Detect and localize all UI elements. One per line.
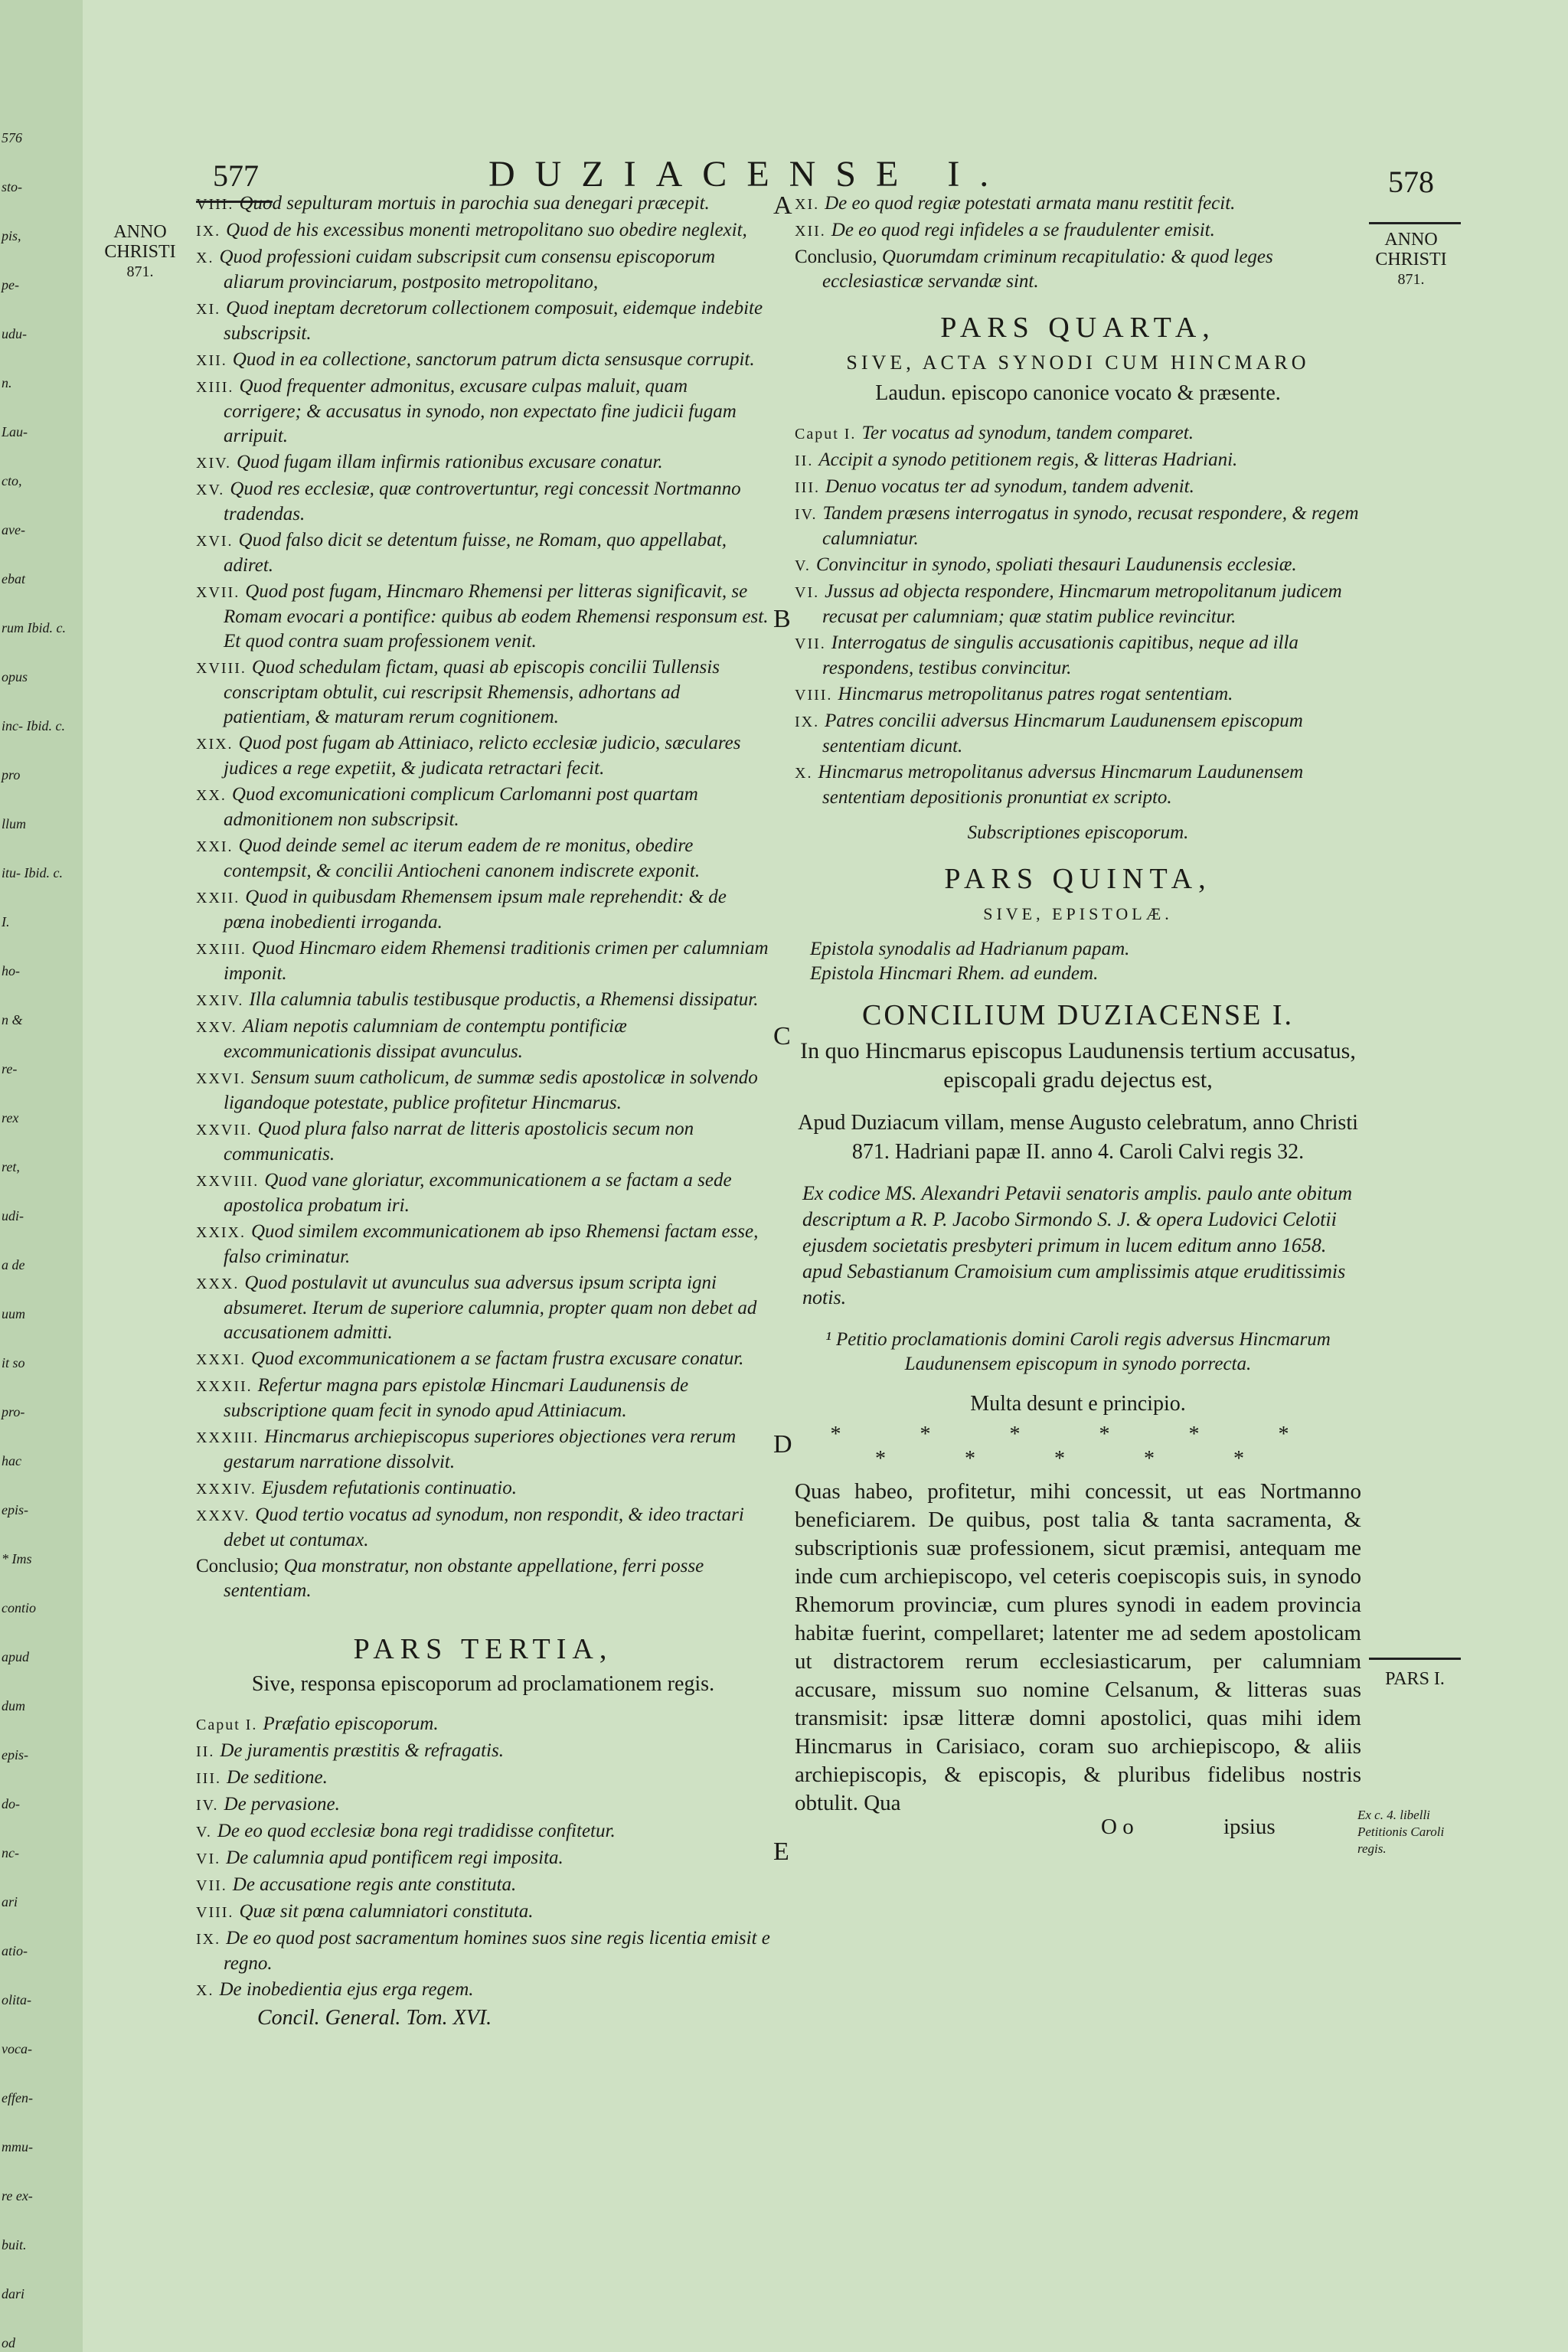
chapter-text: Ejusdem refutationis continuatio. [261,1478,517,1498]
chapter-entry [196,782,770,832]
margin-year-right [1369,230,1453,289]
catchword-line [795,1815,1361,1839]
chapter-entry [795,421,1361,446]
chapter-text: De inobedientia ejus erga regem. [219,1979,474,2000]
chapter-number: XXI. [196,838,239,855]
gutter-fragment: inc- Ibid. c. [2,718,65,733]
book-page [83,0,1568,2352]
chapter-text: Quod in ea collectione, sanctorum patrum dicta sensusque corrupit. [232,349,755,370]
chapter-entry [795,218,1361,243]
christi-label: CHRISTI [104,242,176,262]
chapter-entry [196,1819,770,1844]
margin-pars-label: PARS I. [1385,1669,1445,1689]
chapter-text: De accusatione regis ante constituta. [232,1874,517,1895]
signature-mark: O o [1101,1815,1134,1839]
gutter-fragment: atio- [2,1943,28,1958]
chapter-entry [795,448,1361,473]
chapter-number: V. [795,557,816,574]
gutter-fragment: olita- [2,1992,31,2007]
gutter-fragment: pro- [2,1404,25,1419]
gutter-fragment: dum [2,1698,25,1713]
gutter-fragment: buit. [2,2237,27,2252]
lacuna-stars: * * * * * * * * * * * [830,1423,1326,1471]
subscriptiones: Subscriptiones episcoporum. [967,822,1189,843]
chapter-entry [196,528,770,578]
chapter-text: Quod ineptam decretorum collectionem composuit, eidemque indebite subscripsit. [224,298,763,344]
signature-footer: Concil. General. Tom. XVI. [257,2006,492,2030]
chapter-entry [196,1271,770,1345]
chapter-number: XXVI. [196,1070,251,1087]
header-rule-right [1369,222,1461,224]
chapter-entry [196,218,770,243]
chapter-number: XI. [196,301,227,318]
pars-quinta-heading: PARS QUINTA, [944,863,1212,895]
chapter-text: De eo quod ecclesiæ bona regi tradidisse confitetur. [217,1821,616,1841]
chapter-number: X. [795,765,818,782]
chapter-text: Quod schedulam fictam, quasi ab episcopis concilii Tullensis conscriptam obtulit, cui rescripsit Rhemensis, adhortans ad patientiam, & maturam rerum cognitionem. [224,657,720,727]
chapter-text: Convincitur in synodo, spoliati thesauri Laudunensis ecclesiæ. [815,554,1297,575]
chapter-text: Quod excomunicationi complicum Carlomanni post quartam admonitionem non subscripsit. [224,784,698,830]
chapter-text: Quod plura falso narrat de litteris apostolicis secum non communicatis. [224,1119,694,1165]
gutter-fragment: ari [2,1894,18,1909]
gutter-fragment: ave- [2,522,25,537]
gutter-fragment: llum [2,816,27,831]
chapter-number: XVII. [196,584,246,601]
gutter-fragment: ret, [2,1159,20,1174]
chapter-number: II. [196,1743,220,1760]
chapter-number: XXXIV. [196,1481,262,1498]
chapter-entry [196,655,770,730]
chapter-number: IX. [196,223,227,240]
gutter-fragment: epis- [2,1502,28,1517]
chapter-entry [196,731,770,781]
chapter-text: Jussus ad objecta respondere, Hincmarum metropolitanum judicem recusat per calumniam; quæ statim publice revincitur. [822,581,1342,627]
year-label: 871. [1397,271,1425,288]
chapter-text: Quod fugam illam infirmis rationibus excusare conatur. [236,452,663,472]
chapter-number: XVIII. [196,660,252,677]
chapter-text: Quod in quibusdam Rhemensem ipsum male reprehendit: & de pœna inobedienti irroganda. [224,887,727,933]
chapter-number: VII. [196,1877,233,1894]
chapter-number: XXV. [196,1019,243,1036]
chapter-text: Quod post fugam, Hincmaro Rhemensi per litteras significavit, se Romam evocari a pontifice: quibus ab eodem Rhemensi responsum est. Et quod contra suam professionem venit. [224,581,769,652]
chapter-text: Quod professioni cuidam subscripsit cum consensu episcoporum aliarum provinciarum, postposito metropolitano, [219,247,716,292]
chapter-text: De eo quod post sacramentum homines suos sine regis licentia emisit e regno. [224,1928,770,1974]
chapter-text: Patres concilii adversus Hincmarum Laudunensem episcopum sententiam dicunt. [822,710,1303,756]
chapter-entry [196,1168,770,1218]
chapter-number: XI. [795,196,825,213]
margin-source-note: Ex c. 4. libelli Petitionis Caroli regis. [1357,1808,1445,1856]
conclusio-text: Quorumdam criminum recapitulatio: & quod leges ecclesiasticæ servandæ sint. [822,247,1273,292]
chapter-entry [196,1014,770,1064]
anno-label: ANNO [113,222,167,242]
epistola-entry: Epistola Hincmari Rhem. ad eundem. [810,963,1099,984]
chapter-text: Quod similem excommunicationem ab ipso Rhemensi factam esse, falso criminatur. [224,1221,759,1267]
concilium-subtitle: In quo Hincmarus episcopus Laudunensis tertium accusatus, episcopali gradu dejectus est, [800,1038,1356,1093]
chapter-text: Accipit a synodo petitionem regis, & litteras Hadriani. [818,449,1238,470]
chapter-text: Ter vocatus ad synodum, tandem comparet. [861,423,1194,443]
gutter-fragment: ebat [2,571,25,586]
chapter-number: X. [196,1982,220,1999]
chapter-entry [196,191,770,217]
source-codex: Ex codice MS. Alexandri Petavii senatoris amplis. paulo ante obitum descriptum a R. P. Jacobo Sirmondo S. J. & opera Ludovici Celotii ejusdem societatis presbyteri primum in lucem editum anno 1658. apud Sebastianum Cramoisium cum amplissimis atque eruditissimis notis. [802,1182,1353,1308]
pars-quarta-sub2: Laudun. episcopo canonice vocato & præsente. [875,381,1281,405]
chapter-number: XXXIII. [196,1429,265,1446]
gutter-fragment: Lau- [2,424,28,439]
chapter-entry [196,1117,770,1167]
chapter-list-continued [795,191,1361,243]
chapter-entry [196,1425,770,1475]
chapter-number: XXX. [196,1276,245,1292]
chapter-number: XXVIII. [196,1173,265,1190]
petitio-heading: ¹ Petitio proclamationis domini Caroli regis adversus Hincmarum Laudunensem episcopum in synodo porrecta. [825,1329,1331,1374]
chapter-text: De calumnia apud pontificem regi imposita. [226,1847,564,1868]
section-letter-b: B [773,605,791,633]
gutter-fragment: rex [2,1110,19,1125]
gutter-fragment: uum [2,1306,25,1321]
chapter-text: Hincmarus archiepiscopus superiores objectiones vera rerum gestarum narratione dissolvit. [224,1426,737,1472]
pars-quarta-heading: PARS QUARTA, [940,312,1216,344]
chapter-number: XXVII. [196,1122,258,1138]
chapter-text: Quod vane gloriatur, excommunicationem a se factam a sede apostolica probatum iri. [224,1170,732,1216]
chapter-text: Quod sepulturam mortuis in parochia sua denegari præcepit. [239,193,710,214]
chapter-number: III. [795,479,825,496]
chapter-text: Quod res ecclesiæ, quæ controvertuntur, regi concessit Nortmanno tradendas. [224,479,741,524]
chapter-entry [196,1220,770,1269]
chapter-number: VII. [795,635,831,652]
conclusio-text: Qua monstratur, non obstante appellatione, ferri posse sententiam. [224,1556,704,1601]
gutter-fragment: mmu- [2,2139,33,2154]
margin-year-left [98,222,182,282]
chapter-entry [795,631,1361,681]
conclusio [795,245,1361,294]
gutter-fragment: hac [2,1453,21,1468]
pars-quarta-list [795,421,1361,810]
gutter-fragment: sto- [2,179,22,194]
left-column [196,191,770,2030]
pars-tertia-list [196,1712,770,2003]
chapter-text: Quod deinde semel ac iterum eadem de re monitus, obedire contempsit, & concilii Antiocheni canonem indiscrete exponit. [224,835,701,881]
gutter-fragment: I. [2,914,10,929]
chapter-text: Quod post fugam ab Attiniaco, relicto ecclesiæ judicio, sæculares judices a rege expetiit, & judicata retractari fecit. [224,733,741,779]
chapter-number: XXXV. [196,1508,256,1524]
section-letter-a: A [773,191,792,220]
chapter-text: Illa calumnia tabulis testibusque productis, a Rhemensi dissipatur. [249,989,759,1010]
chapter-text: Hincmarus metropolitanus adversus Hincmarum Laudunensem sententiam depositionis pronuntiat ex scripto. [818,762,1304,808]
gutter-fragment: re ex- [2,2188,33,2203]
chapter-text: Aliam nepotis calumniam de contemptu pontificiæ excommunicationis dissipat avunculus. [224,1016,627,1062]
chapter-entry [795,709,1361,759]
gutter-fragment: rum Ibid. c. [2,620,66,635]
gutter-fragment: ho- [2,963,20,978]
chapter-text: Quæ sit pœna calumniatori constituta. [239,1901,534,1922]
chapter-text: Hincmarus metropolitanus patres rogat sententiam. [838,684,1233,704]
chapter-entry [196,1739,770,1764]
chapter-list [196,191,770,1553]
anno-label: ANNO [1384,230,1438,250]
chapter-entry [196,580,770,654]
chapter-number: VIII. [196,196,240,213]
chapter-number: Caput I. [795,426,862,443]
chapter-number: IV. [196,1797,224,1814]
gutter-fragment: pis, [2,228,21,243]
chapter-text: De eo quod regi infideles a se fraudulenter emisit. [831,220,1215,240]
multa-desunt: Multa desunt e principio. [970,1392,1186,1416]
chapter-entry [795,191,1361,217]
gutter-fragment: 576 [2,130,22,145]
chapter-number: IX. [196,1931,227,1948]
chapter-number: XXIV. [196,992,250,1009]
chapter-entry [196,1712,770,1737]
chapter-entry [795,580,1361,629]
chapter-text: De pervasione. [224,1794,340,1815]
chapter-text: Interrogatus de singulis accusationis capitibus, neque ad illa respondens, testibus convincitur. [822,632,1298,678]
gutter-fragment: opus [2,669,28,684]
chapter-text: De seditione. [226,1767,328,1788]
chapter-number: XII. [196,352,233,369]
chapter-entry [196,885,770,935]
chapter-number: XIII. [196,379,240,396]
chapter-number: XVI. [196,533,239,550]
chapter-entry [795,475,1361,500]
chapter-entry [196,450,770,475]
gutter-fragment: do- [2,1796,20,1811]
chapter-text: Quod tertio vocatus ad synodum, non respondit, & ideo tractari debet ut contumax. [224,1504,744,1550]
chapter-number: XIX. [196,736,239,753]
chapter-entry [196,834,770,884]
page-number-left: 577 [213,158,259,193]
chapter-text: De eo quod regiæ potestati armata manu restitit fecit. [825,193,1236,214]
chapter-number: III. [196,1770,227,1787]
pars-tertia-subtitle: Sive, responsa episcoporum ad proclamationem regis. [251,1672,715,1696]
catchword: ipsius [1223,1815,1276,1839]
chapter-number: XXIII. [196,941,252,958]
chapter-number: VI. [196,1851,227,1867]
chapter-entry [196,1978,770,2003]
chapter-number: VIII. [196,1904,240,1921]
chapter-text: Quod Hincmaro eidem Rhemensi traditionis crimen per calumniam imponit. [224,938,769,984]
chapter-text: Denuo vocatus ter ad synodum, tandem advenit. [825,476,1194,497]
chapter-number: X. [196,250,220,266]
chapter-number: XV. [196,482,230,498]
gutter-fragment: epis- [2,1747,28,1762]
gutter-fragment: itu- Ibid. c. [2,865,63,880]
chapter-text: Quod falso dicit se detentum fuisse, ne Romam, quo appellabat, adiret. [224,530,727,576]
chapter-entry [196,1873,770,1898]
chapter-entry [795,682,1361,707]
chapter-number: VI. [795,584,825,601]
chapter-entry [196,1846,770,1871]
gutter-fragment: pro [2,767,21,782]
concilium-title: CONCILIUM DUZIACENSE I. [861,999,1295,1031]
chapter-text: Præfatio episcoporum. [263,1713,439,1734]
chapter-entry [196,1066,770,1116]
body-text: Quas habeo, profitetur, mihi concessit, ut eas Nortmanno beneficiarem. De quibus, post talia & tanta sacramenta, & subscriptionis suæ professionem, sicut præmisi, antequam me inde cum archiepiscopo, vel ceteris coepiscopis suis, in synodo Rhemorum provinciæ, cum plures synodi in eadem provincia habitæ fuerint, compellaret; latenter me ad sedem apostolicam ut distractorem rerum ecclesiasticarum, per calumniam accusare, missum suo nomine Celsanum, & litteras suas transmisit: ipsæ litteræ domni apostolici, quas mihi idem Hincmarus in Carisiaco, coram suo archiepiscopo, & aliis archiepiscopis, & episcopis, & pluribus fidelibus nostris obtulit. Qua [795,1479,1361,1815]
chapter-number: XIV. [196,455,237,472]
chapter-number: XXII. [196,890,246,906]
facing-page-edge [0,0,84,2352]
concilium-date: Apud Duziacum villam, mense Augusto celebratum, anno Christi 871. Hadriani papæ II. anno 4. Caroli Calvi regis 32. [798,1111,1358,1164]
gutter-fragment: n. [2,375,12,390]
pars-rule [1369,1658,1461,1660]
chapter-entry [196,936,770,986]
gutter-fragment: it so [2,1355,25,1370]
chapter-text: Sensum suum catholicum, de summæ sedis apostolicæ in solvendo ligandoque potestate, publice profitetur Hincmarus. [224,1067,758,1113]
gutter-fragment: apud [2,1649,29,1664]
chapter-entry [795,501,1361,551]
chapter-text: Refertur magna pars epistolæ Hincmari Laudunensis de subscriptione quam fecit in synodo apud Attiniacum. [224,1375,689,1421]
gutter-fragment: effen- [2,2090,33,2105]
christi-label: CHRISTI [1375,250,1447,270]
chapter-number: II. [795,452,819,469]
chapter-entry [795,553,1361,578]
chapter-number: IV. [795,506,823,523]
chapter-entry [196,477,770,527]
chapter-text: Tandem præsens interrogatus in synodo, recusat respondere, & regem calumniatur. [822,503,1359,549]
page-number-right: 578 [1388,165,1434,199]
chapter-entry [196,1374,770,1423]
gutter-fragment: udu- [2,326,27,341]
chapter-entry [196,296,770,346]
chapter-number: XII. [795,223,831,240]
chapter-entry [196,988,770,1013]
chapter-entry [196,374,770,449]
section-letter-e: E [773,1838,789,1866]
chapter-entry [196,1476,770,1501]
gutter-fragment: cto, [2,473,22,488]
chapter-text: Quod de his excessibus monenti metropolitano suo obedire neglexit, [226,220,747,240]
chapter-number: IX. [795,714,825,730]
right-column [795,191,1361,1839]
gutter-fragment: * Ims [2,1551,32,1566]
chapter-number: XXXII. [196,1378,258,1395]
chapter-number: Caput I. [196,1717,263,1733]
pars-tertia-heading: PARS TERTIA, [353,1633,613,1665]
chapter-text: Quod frequenter admonitus, excusare culpas maluit, quam corrigere; & accusatus in synodo, non expectato fine judicii fugam arripuit. [224,376,737,446]
chapter-number: XX. [196,787,232,804]
chapter-number: VIII. [795,687,838,704]
chapter-entry [196,348,770,373]
gutter-fragment: dari [2,2286,25,2301]
conclusio-label: Conclusio, [795,247,877,267]
gutter-fragment: pe- [2,277,19,292]
running-title: DUZIACENSE I. [488,154,1009,194]
pars-quarta-sub: SIVE, ACTA SYNODI CUM HINCMARO [846,351,1310,374]
chapter-entry [196,1766,770,1791]
gutter-fragment: contio [2,1600,36,1615]
section-letter-d: D [773,1430,792,1459]
chapter-entry [196,1347,770,1372]
gutter-fragment: n & [2,1012,23,1027]
chapter-entry [196,1503,770,1553]
chapter-text: Quod excommunicationem a se factam frustra excusare conatur. [251,1348,744,1369]
conclusio [196,1554,770,1603]
gutter-fragment: voca- [2,2041,32,2056]
chapter-number: XXXI. [196,1351,251,1368]
chapter-entry [196,1926,770,1976]
gutter-fragment: re- [2,1061,18,1076]
chapter-entry [196,245,770,295]
chapter-text: Quod postulavit ut avunculus sua adversus ipsum scripta igni absumeret. Iterum de superiore calumnia, propter quam non debet ad accusationem admitti. [224,1272,757,1343]
chapter-entry [196,1792,770,1818]
pars-quinta-sub: SIVE, EPISTOLÆ. [983,904,1173,923]
chapter-entry [795,760,1361,810]
section-letter-c: C [773,1022,791,1050]
epistola-entry: Epistola synodalis ad Hadrianum papam. [810,939,1130,959]
chapter-number: V. [196,1824,217,1841]
chapter-number: XXIX. [196,1224,251,1241]
gutter-fragment: od [2,2335,15,2350]
conclusio-label: Conclusio; [196,1556,279,1576]
epistolae-list [795,937,1361,986]
gutter-fragment: a de [2,1257,25,1272]
chapter-text: De juramentis præstitis & refragatis. [220,1740,504,1761]
year-label: 871. [126,263,154,280]
gutter-fragment: nc- [2,1845,19,1860]
gutter-fragment: udi- [2,1208,24,1223]
chapter-entry [196,1900,770,1925]
